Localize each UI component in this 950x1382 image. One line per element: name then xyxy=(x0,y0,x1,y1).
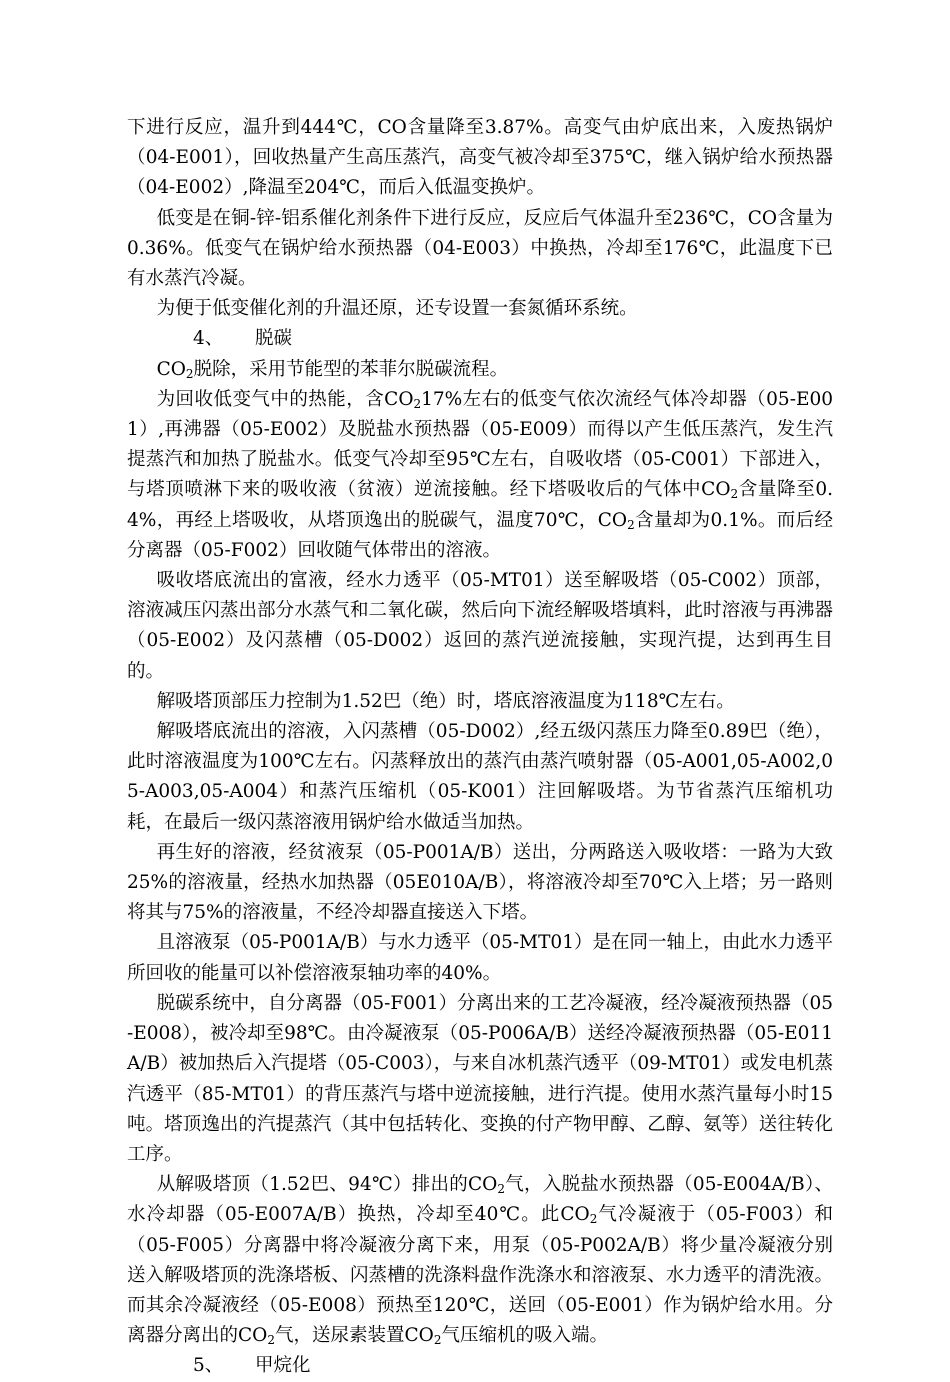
body-paragraph xyxy=(127,838,833,929)
text-run: 从解吸塔顶（1.52巴、94℃）排出的CO xyxy=(156,1174,498,1196)
text-run: 下进行反应，温升到444℃，CO含量降至3.87%。高变气由炉底出来，入废热锅炉（04-E001），回收热量产生高压蒸汽，高变气被冷却至375℃，继入锅炉给水预热器（04-E002）,降温至204℃，而后入低温变换炉。 xyxy=(127,117,833,199)
body-paragraph xyxy=(127,687,833,717)
section-title: 甲烷化 xyxy=(255,1355,311,1377)
body-paragraph xyxy=(127,1170,833,1351)
text-run: 为便于低变催化剂的升温还原，还专设置一套氮循环系统。 xyxy=(156,298,638,320)
text-run: 脱除，采用节能型的苯菲尔脱碳流程。 xyxy=(193,358,509,380)
body-paragraph xyxy=(127,294,833,324)
body-paragraph xyxy=(127,928,833,988)
text-run: 吸收塔底流出的富液，经水力透平（05-MT01）送至解吸塔（05-C002）顶部，溶液减压闪蒸出部分水蒸气和二氧化碳，然后向下流经解吸塔填料，此时溶液与再沸器（05-E002）及闪蒸槽（05-D002）返回的蒸汽逆流接触，实现汽提，达到再生目的。 xyxy=(127,570,833,682)
body-paragraph xyxy=(127,113,833,204)
text-run: 解吸塔顶部压力控制为1.52巴（绝）时，塔底溶液温度为118℃左右。 xyxy=(156,690,735,712)
section-title: 脱碳 xyxy=(255,328,293,350)
subscript: 2 xyxy=(497,1182,505,1197)
text-run: 气，送尿素装置CO xyxy=(274,1325,434,1347)
text-run: 低变是在铜-锌-铝系催化剂条件下进行反应，反应后气体温升至236℃，CO含量为0.36%。低变气在锅炉给水预热器（04-E003）中换热，冷却至176℃，此温度下已有水蒸汽冷凝。 xyxy=(127,207,833,290)
body-paragraph xyxy=(127,989,833,1170)
text-run: 且溶液泵（05-P001A/B）与水力透平（05-MT01）是在同一轴上，由此水力透平所回收的能量可以补偿溶液泵轴功率的40%。 xyxy=(127,932,833,984)
text-run: 含量却为0.1%。而后经分离器（05-F002）回收随气体带出的溶液。 xyxy=(127,509,833,561)
subscript: 2 xyxy=(627,517,635,532)
subscript: 2 xyxy=(267,1333,275,1348)
subscript: 2 xyxy=(589,1212,598,1227)
body-paragraph xyxy=(127,566,833,687)
subscript: 2 xyxy=(413,396,422,411)
text-run: 17%左右的低变气依次流经气体冷却器（05-E001）,再沸器（05-E002）及脱盐水预热器（05-E009）而得以产生低压蒸汽，发生汽提蒸汽和加热了脱盐水。低变气冷却至95℃左右，自吸收塔（05-C001）下部进入，与塔顶喷淋下来的吸收液（贫液）逆流接触。经下塔吸收后的气体中CO xyxy=(127,388,833,501)
section-number: 4、 xyxy=(193,328,224,350)
body-paragraph xyxy=(127,717,833,838)
subscript: 2 xyxy=(433,1333,442,1348)
text-run: 气冷凝液于（05-F003）和（05-F005）分离器中将冷凝液分离下来，用泵（05-P002A/B）将少量冷凝液分别送入解吸塔顶的洗涤塔板、闪蒸槽的洗涤料盘作洗涤水和溶液泵、水力透平的清洗液。而其余冷凝液经（05-E008）预热至120℃，送回（05-E001）作为锅炉给水用。分离器分离出的CO xyxy=(127,1204,833,1347)
section-heading xyxy=(127,324,833,354)
text-run: 气压缩机的吸入端。 xyxy=(441,1325,608,1347)
text-run: 含量降至0.4%，再经上塔吸收，从塔顶逸出的脱碳气，温度70℃，CO xyxy=(127,479,834,531)
body-paragraph xyxy=(127,385,833,566)
text-run: 为回收低变气中的热能，含CO xyxy=(156,388,414,410)
subscript: 2 xyxy=(730,487,739,502)
text-run: CO xyxy=(156,358,186,380)
document-page xyxy=(127,113,833,1382)
section-heading xyxy=(127,1351,833,1381)
text-run: 解吸塔底流出的溶液，入闪蒸槽（05-D002）,经五级闪蒸压力降至0.89巴（绝），此时溶液温度为100℃左右。闪蒸释放出的蒸汽由蒸汽喷射器（05-A001,05-A002,05-A003,05-A004）和蒸汽压缩机（05-K001）注回解吸塔。为节省蒸汽压缩机功耗，在最后一级闪蒸溶液用锅炉给水做适当加热。 xyxy=(127,721,833,833)
text-run: 气，入脱盐水预热器（05-E004A/B）、水冷却器（05-E007A/B）换热，冷却至40℃。此CO xyxy=(127,1174,834,1226)
body-paragraph xyxy=(127,355,833,385)
text-run: 再生好的溶液，经贫液泵（05-P001A/B）送出，分两路送入吸收塔：一路为大致25%的溶液量，经热水加热器（05E010A/B），将溶液冷却至70℃入上塔；另一路则将其与75%的溶液量，不经冷却器直接送入下塔。 xyxy=(127,841,833,924)
body-paragraph xyxy=(127,204,833,295)
section-number: 5、 xyxy=(193,1355,224,1377)
subscript: 2 xyxy=(185,366,194,381)
text-run: 脱碳系统中，自分离器（05-F001）分离出来的工艺冷凝液，经冷凝液预热器（05-E008），被冷却至98℃。由冷凝液泵（05-P006A/B）送经冷凝液预热器（05-E011A/B）被加热后入汽提塔（05-C003），与来自冰机蒸汽透平（09-MT01）或发电机蒸汽透平（85-MT01）的背压蒸汽与塔中逆流接触，进行汽提。使用水蒸汽量每小时15吨。塔顶逸出的汽提蒸汽（其中包括转化、变换的付产物甲醇、乙醇、氨等）送往转化工序。 xyxy=(127,992,833,1165)
